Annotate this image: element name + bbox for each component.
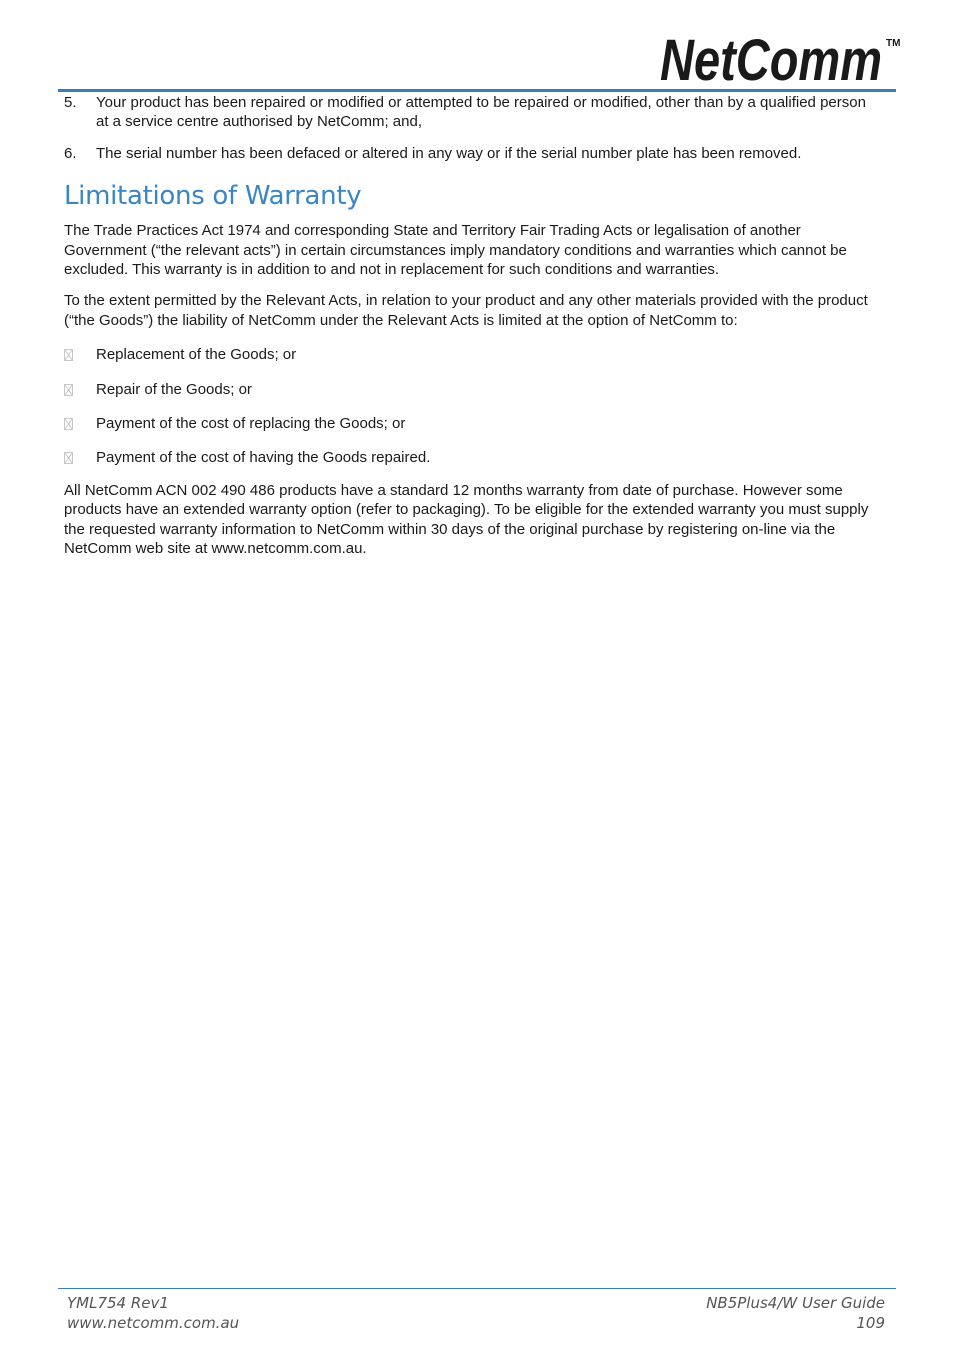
footer-website: www.netcomm.com.au [67,1314,240,1332]
section-title: Limitations of Warranty [64,181,362,212]
list-item-text: Repair of the Goods; or [96,380,252,398]
page-content [64,93,880,559]
missing-glyph-bullet-icon [64,349,73,361]
item-number: 5. [64,94,77,111]
paragraph-liability: To the extent permitted by the Relevant Acts, in relation to your product and any other materials provided with the product (“the Goods”) the liability of NetComm under the Relevant Acts is limited at the option of NetComm to: [64,292,868,329]
netcomm-logo [658,28,904,86]
footer-left [67,1293,239,1333]
missing-glyph-bullet-icon [64,384,73,396]
list-item-text: Replacement of the Goods; or [96,346,297,364]
footer-rule [58,1288,896,1289]
missing-glyph-bullet-icon [64,452,73,464]
header-rule [58,89,896,92]
list-item-text: Payment of the cost of having the Goods repaired. [96,449,431,467]
list-item [64,345,880,364]
item-text: Your product has been repaired or modified or attempted to be repaired or modified, other than by a qualified person at a service centre authorised by NetComm; and, [96,94,866,131]
paragraph-relevant-acts: The Trade Practices Act 1974 and corresponding State and Territory Fair Trading Acts or legalisation of another Government (“the relevant acts”) in certain circumstances imply mandatory conditions and warranties which cannot be excluded. This warranty is in addition to and not in replacement for such conditions and warranties. [64,222,847,279]
paragraph-warranty-period: All NetComm ACN 002 490 486 products have a standard 12 months warranty from date of purchase. However some products have an extended warranty option (refer to packaging). To be eligible for the extended warranty you must supply the requested warranty information to NetComm within 30 days of the original purchase by registering on-line via the NetComm web site at www.netcomm.com.au. [64,481,869,558]
numbered-item-6 [64,144,880,163]
page-number: 109 [856,1314,885,1332]
item-number: 6. [64,144,77,162]
item-text: The serial number has been defaced or altered in any way or if the serial number plate has been removed. [96,144,802,162]
netcomm-logo-text: NetComm [660,28,882,86]
list-item [64,380,880,399]
remedy-list [64,345,880,468]
list-item [64,448,880,467]
list-item [64,414,880,433]
netcomm-logo-graphic [658,28,904,86]
numbered-item-5 [64,93,880,132]
trademark-symbol: TM [886,38,901,49]
list-item-text: Payment of the cost of replacing the Goods; or [96,415,406,433]
doc-code: YML754 Rev1 [67,1294,169,1312]
missing-glyph-bullet-icon [64,418,73,430]
guide-title: NB5Plus4/W User Guide [706,1294,885,1312]
footer-right [706,1293,885,1333]
